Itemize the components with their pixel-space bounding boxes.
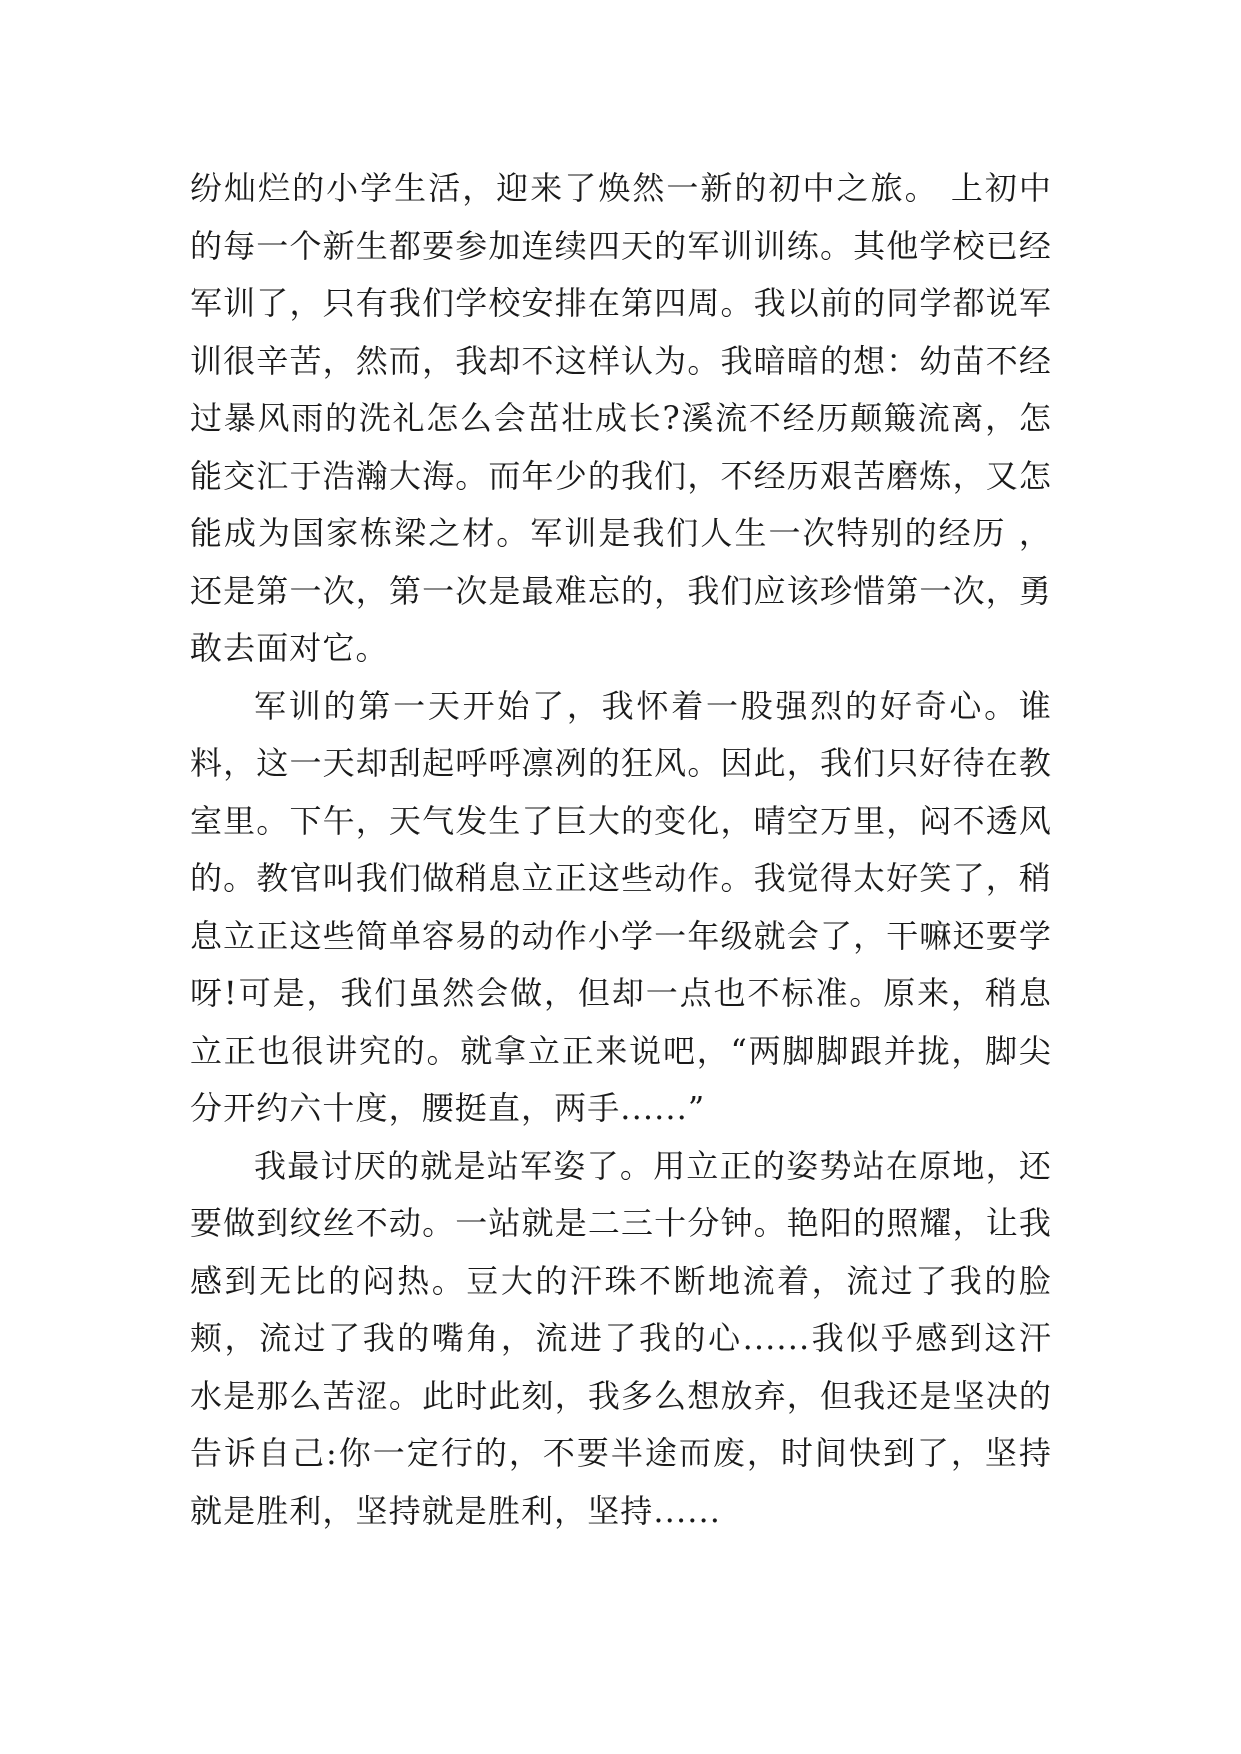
paragraph-2: 军训的第一天开始了，我怀着一股强烈的好奇心。谁料，这一天却刮起呼呼凛冽的狂风。因此，我们只好待在教室里。下午，天气发生了巨大的变化，晴空万里，闷不透风的。教官叫我们做稍息立正这些动作。我觉得太好笑了，稍息立正这些简单容易的动作小学一年级就会了，干嘛还要学呀!可是，我们虽然会做，但却一点也不标准。原来，稍息立正也很讲究的。就拿立正来说吧，“两脚脚跟并拢，脚尖分开约六十度，腰挺直，两手......” (190, 686, 1052, 1127)
paragraph-1: 纷灿烂的小学生活，迎来了焕然一新的初中之旅。 上初中的每一个新生都要参加连续四天的军训训练。其他学校已经军训了，只有我们学校安排在第四周。我以前的同学都说军训很辛苦，然而，我却不这样认为。我暗暗的想：幼苗不经过暴风雨的洗礼怎么会茁壮成长?溪流不经历颠簸流离，怎能交汇于浩瀚大海。而年少的我们，不经历艰苦磨炼，又怎能成为国家栋梁之材。军训是我们人生一次特别的经历 ，还是第一次，第一次是最难忘的，我们应该珍惜第一次，勇敢去面对它。 (190, 169, 1052, 667)
paragraph-3: 我最讨厌的就是站军姿了。用立正的姿势站在原地，还要做到纹丝不动。一站就是二三十分钟。艳阳的照耀，让我感到无比的闷热。豆大的汗珠不断地流着，流过了我的脸颊，流过了我的嘴角，流进了我的心......我似乎感到这汗水是那么苦涩。此时此刻，我多么想放弃，但我还是坚决的告诉自己:你一定行的，不要半途而废，时间快到了，坚持就是胜利，坚持就是胜利，坚持...... (190, 1146, 1052, 1530)
document-body (190, 160, 1052, 1540)
